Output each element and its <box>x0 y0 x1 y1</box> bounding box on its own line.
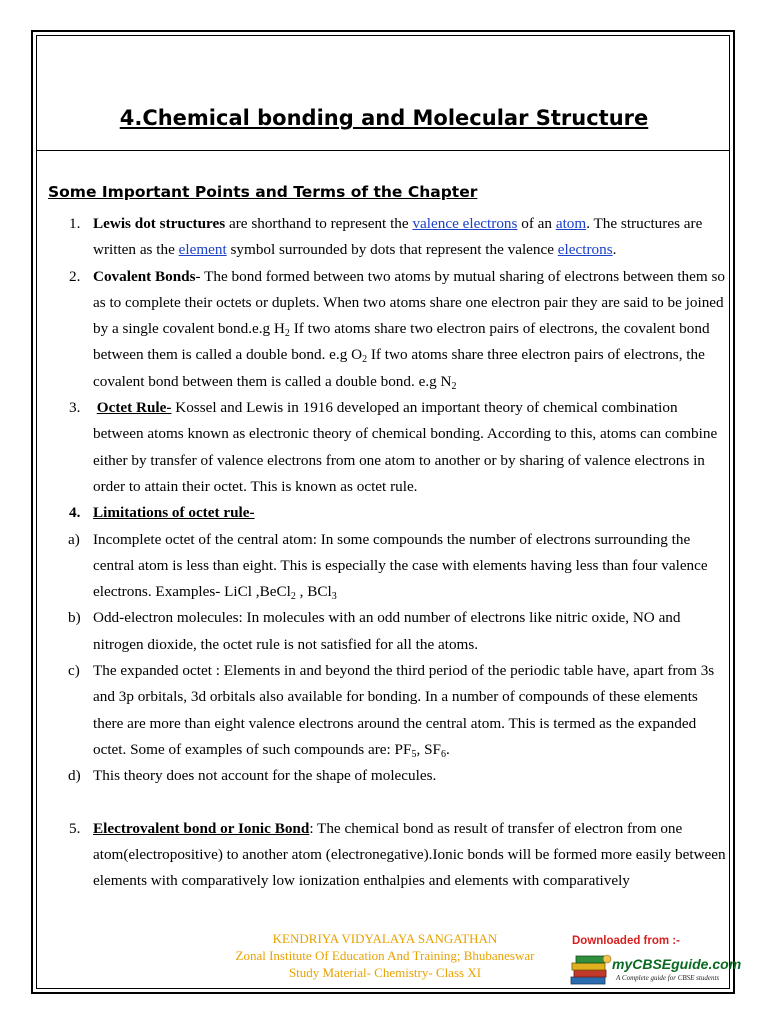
item-letter: b) <box>68 609 81 627</box>
item-text: of an <box>517 215 556 232</box>
title-box <box>36 35 730 151</box>
sub-item-c <box>48 658 728 763</box>
item-number: 4. <box>69 504 81 522</box>
link-valence-electrons[interactable]: valence electrons <box>412 215 518 232</box>
term-limitations: Limitations of octet rule- <box>93 504 255 522</box>
sub-item-b <box>48 605 728 658</box>
term-ionic-bond: Electrovalent bond or Ionic Bond <box>93 819 310 837</box>
item-text: are shorthand to represent the <box>225 215 413 232</box>
item-text: The expanded octet : Elements in and beyond the third period of the periodic table have, apart from 3s and 3p orbitals, 3d orbitals also available for bonding. In a number of compounds of these elements there are more than eight valence electrons around the central atom. This is termed as the expanded octet. Some of examples of such compounds are: PF <box>93 662 715 758</box>
item-number: 2. <box>69 267 81 285</box>
footer-institute: Zonal Institute Of Education And Training; Bhubaneswar <box>235 948 535 963</box>
list-item-covalent <box>48 264 728 395</box>
list-item-lewis <box>48 211 728 264</box>
link-electrons[interactable]: electrons <box>557 241 613 259</box>
item-text: . The structures are written as the <box>93 215 703 259</box>
item-text: : The chemical bond as result of transfer of electron from one atom(electropositive) to another atom (electronegative).Ionic bonds will be formed <box>93 819 683 863</box>
item-text: If two atoms share two electron pairs of electrons, the covalent bond between them is called a double bond. e.g O <box>93 320 710 364</box>
section-heading: Some Important Points and Terms of the Chapter <box>48 183 478 201</box>
term-lewis: Lewis dot structures <box>93 215 226 232</box>
item-text: If two atoms share three electron pairs of electrons, the covalent bond between them is called a double bond. e.g N <box>93 346 705 390</box>
logo-text: myCBSEguide.com <box>612 956 742 972</box>
item-text: and elements with comparatively <box>428 872 630 890</box>
subscript: 2 <box>362 354 368 366</box>
item-text: more easily between elements with <box>93 845 726 890</box>
spacer <box>48 790 728 816</box>
subscript: 2 <box>284 328 290 340</box>
subscript: 3 <box>331 591 337 603</box>
item-text: Kossel and Lewis in 1916 developed an important theory of chemical combination between atoms known as electronic theory of chemical bonding. According to this, atoms can combine either by transfer of valence electrons from one atom to another or by sharing of valence electrons in order to attain their octet. This is known as octet rule. <box>93 399 718 495</box>
mycbseguide-logo[interactable] <box>570 950 742 988</box>
item-letter: a) <box>68 530 80 548</box>
sub-item-a <box>48 527 728 606</box>
item-number: 1. <box>69 215 81 232</box>
link-atom[interactable]: atom <box>555 215 587 232</box>
item-text: This theory does not account for the shape of molecules. <box>93 767 437 785</box>
term-covalent: Covalent Bonds <box>93 267 196 285</box>
item-text: . <box>445 740 450 758</box>
item-letter: d) <box>68 767 81 785</box>
item-text: , BCl <box>295 583 332 601</box>
subscript: 2 <box>290 591 296 603</box>
list-item-ionic-bond <box>48 816 728 895</box>
item-text: comparatively low ionization enthalpies <box>181 872 429 890</box>
footer-org: KENDRIYA VIDYALAYA SANGATHAN <box>272 931 498 946</box>
list-item-limitations <box>48 500 728 526</box>
term-octet-rule: Octet Rule- <box>96 399 172 417</box>
downloaded-from-label: Downloaded from :- <box>572 935 680 947</box>
item-text: - The bond formed between two atoms by mutual sharing of electrons between them so as to complete their octets or duplets. When two atoms share one electron pair they are said to be joined by a single covalent bond.e.g H <box>93 267 726 338</box>
item-number: 3. <box>69 399 81 417</box>
link-element[interactable]: element <box>178 241 227 259</box>
footer <box>190 930 580 981</box>
books-icon <box>570 950 614 988</box>
item-text: Incomplete octet of the central atom: In some compounds the number of electrons surrounding the central atom is less than eight. This is especially the case with elements having less than four valence electrons. Examples- LiCl ,BeCl <box>93 530 708 601</box>
sub-item-d <box>48 763 728 789</box>
item-letter: c) <box>68 662 80 680</box>
logo-tagline: A Complete guide for CBSE students <box>616 974 720 982</box>
subscript: 6 <box>440 748 446 760</box>
content-body <box>48 211 728 894</box>
item-text: . <box>612 241 617 259</box>
page-title: 4.Chemical bonding and Molecular Structure <box>119 106 649 130</box>
item-text: , SF <box>416 740 441 758</box>
footer-material: Study Material- Chemistry- Class XI <box>288 965 482 980</box>
item-number: 5. <box>69 819 81 837</box>
list-item-octet-rule <box>48 395 728 500</box>
item-text: symbol surrounded by dots that represent the valence <box>226 241 558 259</box>
subscript: 2 <box>451 380 457 392</box>
item-text: Odd-electron molecules: In molecules with an odd number of electrons like nitric oxide, NO and nitrogen dioxide, the octet rule is not satisfied for all the atoms. <box>93 609 681 653</box>
subscript: 5 <box>411 748 417 760</box>
